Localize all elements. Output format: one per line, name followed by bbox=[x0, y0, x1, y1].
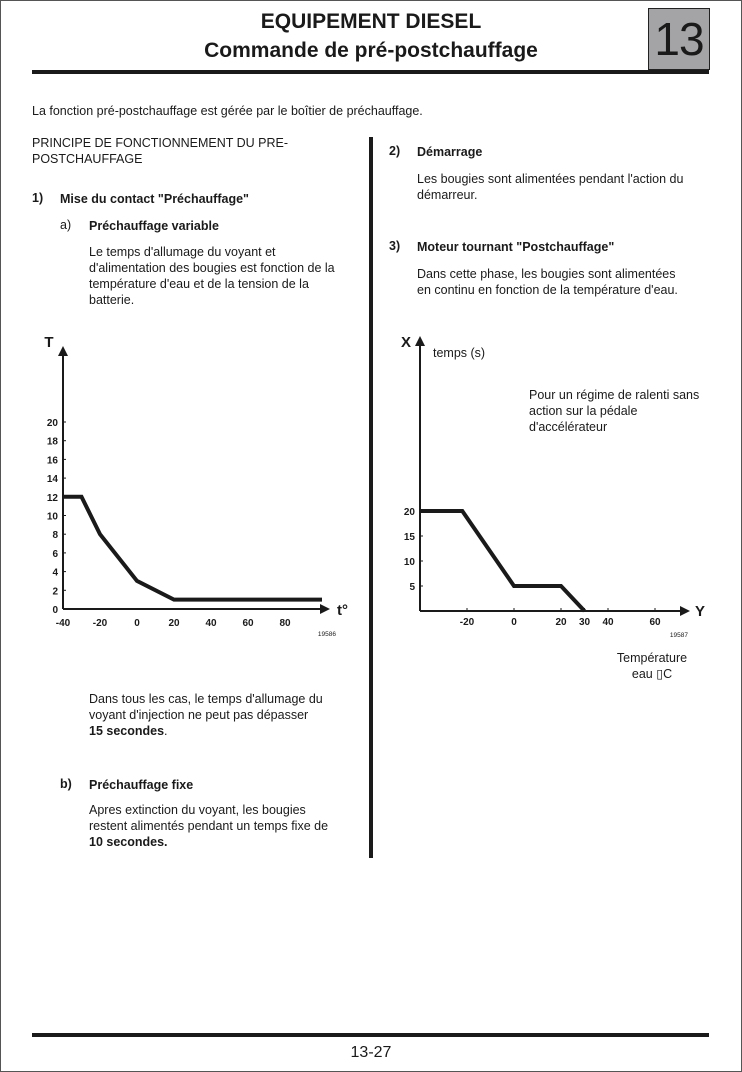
chart2-annotation-line: Pour un régime de ralenti sans bbox=[529, 388, 700, 402]
chart1-x-tick-label: -20 bbox=[92, 618, 108, 629]
chart2-y-tick-label: 5 bbox=[409, 582, 415, 593]
chart1-y-tick-label: 0 bbox=[52, 605, 58, 616]
text-line: Apres extinction du voyant, les bougies bbox=[89, 803, 306, 817]
sub-a-letter: a) bbox=[60, 218, 72, 232]
chart1-x-axis-label: t° bbox=[337, 602, 348, 619]
section-2-title: Démarrage bbox=[417, 145, 483, 159]
chart1-figure-ref: 19586 bbox=[317, 631, 336, 638]
chart1-x-tick-label: 60 bbox=[242, 618, 254, 629]
chart1-y-tick-label: 16 bbox=[46, 455, 58, 467]
chart2-y-axis-arrow-icon bbox=[415, 336, 425, 346]
text-line: démarreur. bbox=[417, 188, 478, 202]
section-1-number: 1) bbox=[32, 191, 44, 205]
chart2-y-unit-label: temps (s) bbox=[433, 346, 486, 360]
chart1-y-axis-label: T bbox=[44, 334, 54, 351]
intro-text: La fonction pré-postchauffage est gérée par le boîtier de préchauffage. bbox=[32, 104, 423, 118]
text-line: restent alimentés pendant un temps fixe de bbox=[89, 819, 329, 833]
chart2-y-tick-label: 15 bbox=[403, 532, 415, 543]
chart2-x-tick-label: 20 bbox=[555, 617, 567, 628]
chart1-x-tick-label: 80 bbox=[279, 618, 291, 629]
chart1-x-tick-label: 0 bbox=[134, 618, 140, 629]
sub-b-bold-value: 10 secondes. bbox=[89, 835, 168, 849]
chart2-x-unit-label: Température bbox=[616, 651, 688, 665]
text-line: batterie. bbox=[89, 293, 135, 307]
chart1-x-tick-label: 40 bbox=[205, 618, 217, 629]
chart2-x-tick-label: -20 bbox=[459, 617, 475, 628]
note-end: . bbox=[164, 724, 168, 738]
footer-rule bbox=[32, 1033, 709, 1037]
chart2-x-tick-label: 60 bbox=[649, 617, 661, 628]
chart2-x-tick-label: 0 bbox=[511, 617, 517, 628]
sub-a-title: Préchauffage variable bbox=[89, 219, 219, 233]
text-line: Dans cette phase, les bougies sont alimentées bbox=[417, 267, 676, 281]
chart2-x-tick-label: 40 bbox=[602, 617, 614, 628]
sub-b-letter: b) bbox=[60, 777, 72, 791]
chart2-series-line bbox=[420, 511, 585, 611]
sub-b-title: Préchauffage fixe bbox=[89, 778, 194, 792]
chart1-y-tick-label: 20 bbox=[46, 418, 58, 429]
chart1-y-tick-label: 14 bbox=[46, 474, 58, 486]
text-line: d'alimentation des bougies est fonction de la bbox=[89, 261, 335, 275]
chart1-y-tick-label: 18 bbox=[46, 436, 58, 448]
document-subtitle: Commande de pré-postchauffage bbox=[204, 39, 538, 62]
chart2-annotation-line: action sur la pédale bbox=[529, 404, 638, 418]
section-3-title: Moteur tournant "Postchauffage" bbox=[417, 240, 615, 254]
document-title: EQUIPEMENT DIESEL bbox=[260, 10, 482, 33]
chart2-y-axis-label: X bbox=[400, 334, 412, 351]
text-line: voyant d'injection ne peut pas dépasser bbox=[89, 708, 309, 722]
chart1-series-line bbox=[63, 497, 322, 600]
chart2-x-tick-label: 30 bbox=[578, 617, 591, 628]
text-line: en continu en fonction de la température d'eau. bbox=[417, 283, 678, 297]
chart1-y-tick-label: 6 bbox=[52, 548, 58, 560]
chart2-x-axis-label: Y bbox=[695, 603, 706, 620]
chart1-y-tick-label: 10 bbox=[46, 511, 58, 523]
chart2-y-tick-label: 20 bbox=[403, 507, 415, 518]
chapter-number-badge: 13 bbox=[648, 8, 710, 70]
chart2-annotation-line: d'accélérateur bbox=[529, 420, 608, 434]
chart1-y-tick-label: 8 bbox=[52, 530, 58, 542]
chart1-y-tick-label: 4 bbox=[52, 567, 58, 579]
text-line: température d'eau et de la tension de la bbox=[89, 277, 309, 291]
note-bold-value: 15 secondes bbox=[89, 724, 165, 738]
chart1-y-tick-label: 2 bbox=[52, 586, 58, 598]
chart2-x-unit-label: eau ▯C bbox=[631, 667, 673, 681]
text-line: Le temps d'allumage du voyant et bbox=[89, 245, 276, 259]
section-2-number: 2) bbox=[389, 144, 401, 158]
chart1-y-tick-label: 12 bbox=[46, 492, 58, 504]
chart2-figure-ref: 19587 bbox=[669, 632, 688, 639]
chart1-y-axis-arrow-icon bbox=[58, 346, 68, 356]
principle-heading: PRINCIPE DE FONCTIONNEMENT DU PRE-POSTCHAUFFAGE bbox=[32, 136, 289, 166]
chart1-x-axis-arrow-icon bbox=[320, 604, 330, 614]
section-1-title: Mise du contact "Préchauffage" bbox=[60, 192, 249, 206]
page-number: 13-27 bbox=[350, 1044, 392, 1061]
chart1-x-tick-label: -40 bbox=[55, 618, 71, 629]
section-3-number: 3) bbox=[389, 239, 401, 253]
text-line: Les bougies sont alimentées pendant l'action du bbox=[417, 172, 684, 186]
chart2-y-tick-label: 10 bbox=[403, 557, 415, 568]
chart1-x-tick-label: 20 bbox=[168, 618, 180, 629]
text-line: Dans tous les cas, le temps d'allumage du bbox=[89, 692, 323, 706]
chart2-x-axis-arrow-icon bbox=[680, 606, 690, 616]
